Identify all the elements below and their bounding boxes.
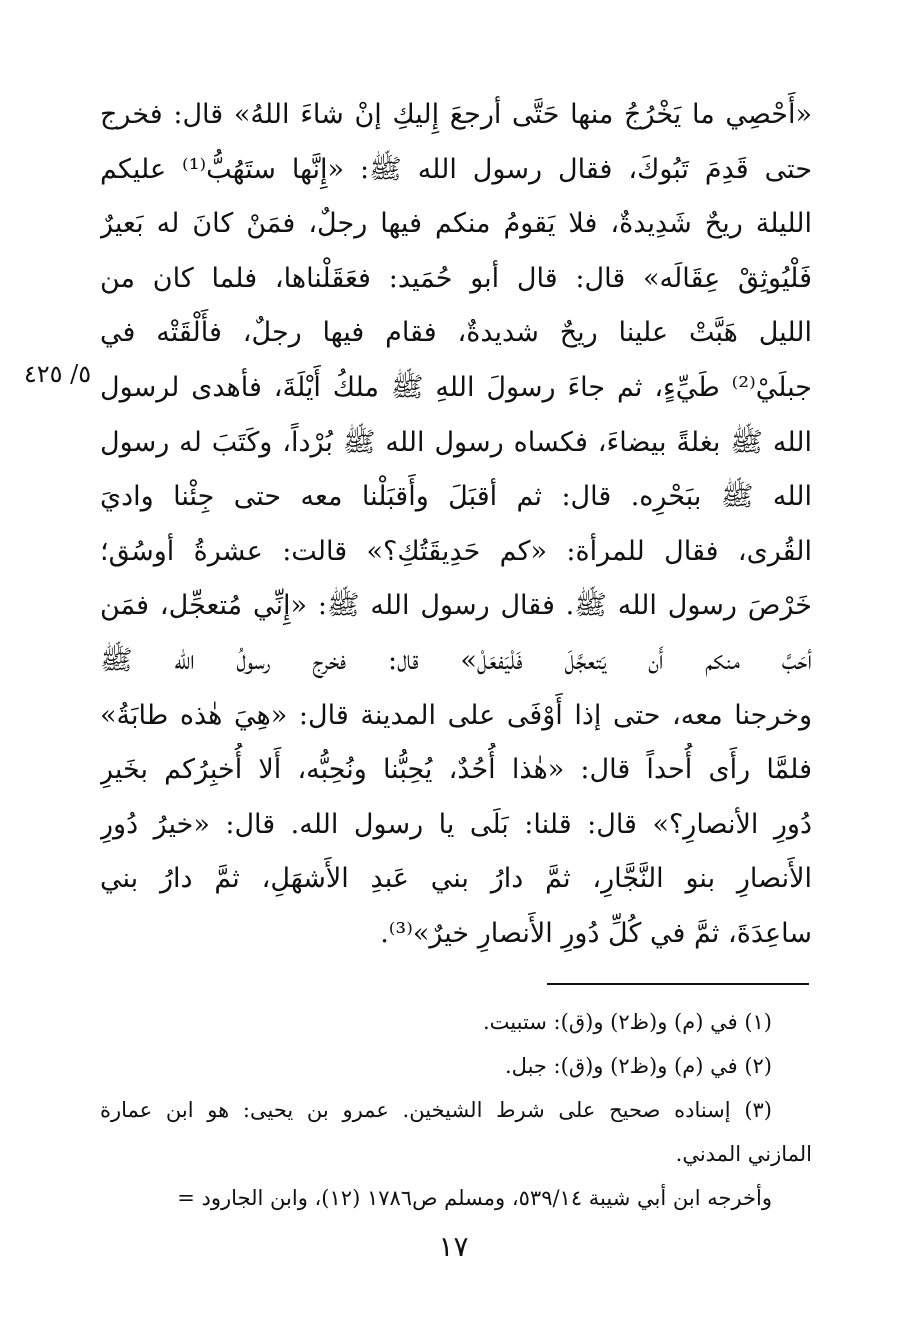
footnote-divider: [547, 983, 809, 985]
text-line: دُورِ الأنصارِ؟» قال: قلنا: بَلَى يا رسول الله. قال: «خيرُ دُورِ: [100, 808, 812, 840]
margin-reference: ٥/ ٤٢٥: [23, 360, 92, 388]
footnotes: [100, 1000, 812, 1220]
footnote: وأخرجه ابن أبي شيبة ٥٣٩/١٤، ومسلم ص١٧٨٦ (١٢)، وابن الجارود =: [177, 1186, 772, 1210]
page-number: ١٧: [438, 1230, 469, 1263]
footnote: (٣) إسناده صحيح على شرط الشيخين. عمرو بن يحيى: هو ابن عمارة: [100, 1098, 772, 1122]
text-line: وخرجنا معه، حتى إذا أَوْفَى على المدينة قال: «هِيَ هٰذه طابَةُ»: [100, 699, 812, 731]
text-line: الله ﷺ ببَحْرِه. قال: ثم أقبَلَ وأَقبَلْنا معه حتى جِئْنا واديَ: [100, 481, 812, 513]
text-line: القُرى، فقال للمرأة: «كم حَدِيقَتُكِ؟» قالت: عشرةُ أوسُق؛: [100, 535, 812, 567]
text-line: حتى قَدِمَ تَبُوكَ، فقال رسول الله ﷺ: «إِنَّها ستَهُبُّ⁽¹⁾ عليكم: [100, 153, 812, 185]
text-line: خَرْصَ رسول الله ﷺ. فقال رسول الله ﷺ: «إِنِّي مُتعجِّل، فمَن: [100, 590, 812, 622]
text-line: جبلَيْ⁽²⁾ طَيِّءٍ، ثم جاءَ رسولَ اللهِ ﷺ ملكُ أَيْلَةَ، فأهدى لرسول: [100, 371, 812, 403]
footnote: (٢) في (م) و(ظ٢) و(ق): جبل.: [504, 1054, 772, 1078]
text-line: الأَنصارِ بنو النَّجَّارِ، ثمَّ دارُ بني عَبدِ الأَشهَلِ، ثمَّ دارُ بني: [100, 863, 812, 895]
text-line: الليل هَبَّتْ علينا ريحٌ شديدةٌ، فقام فيها رجلٌ، فأَلْقَتْه في: [100, 317, 812, 349]
text-line: أحَبَّ منكم أَن يَتعجَّلَ فَلْيَفعَلْ» قال: فخرج رسولُ الله ﷺ: [100, 644, 812, 676]
text-line: فلمَّا رأَى أُحداً قال: «هٰذا أُحُدٌ، يُحِبُّنا ونُحِبُّه، أَلا أُخبِرُكم بخَيرِ: [100, 754, 812, 786]
text-line: فَلْيُوثِقْ عِقَالَه» قال: قال أبو حُمَيد: فعَقَلْناها، فلما كان من: [100, 262, 812, 294]
footnote: (١) في (م) و(ظ٢) و(ق): ستبيت.: [482, 1010, 772, 1034]
footnote-continuation: المازني المدني.: [675, 1142, 812, 1166]
text-line: «أَحْصِي ما يَخْرُجُ منها حَتَّى أرجعَ إِليكِ إنْ شاءَ اللهُ» قال: فخرج: [100, 99, 812, 130]
text-line: الله ﷺ بغلةً بيضاءَ، فكساه رسول الله ﷺ بُرْداً، وكَتَبَ له رسول: [100, 426, 812, 458]
main-text: [100, 88, 812, 962]
text-line: ساعِدَةَ، ثمَّ في كُلِّ دُورِ الأَنصارِ خيرٌ»⁽³⁾.: [380, 917, 812, 949]
text-line: الليلة ريحٌ شَدِيدةٌ، فلا يَقومُ منكم فيها رجلٌ، فمَنْ كانَ له بَعيرٌ: [100, 208, 812, 240]
